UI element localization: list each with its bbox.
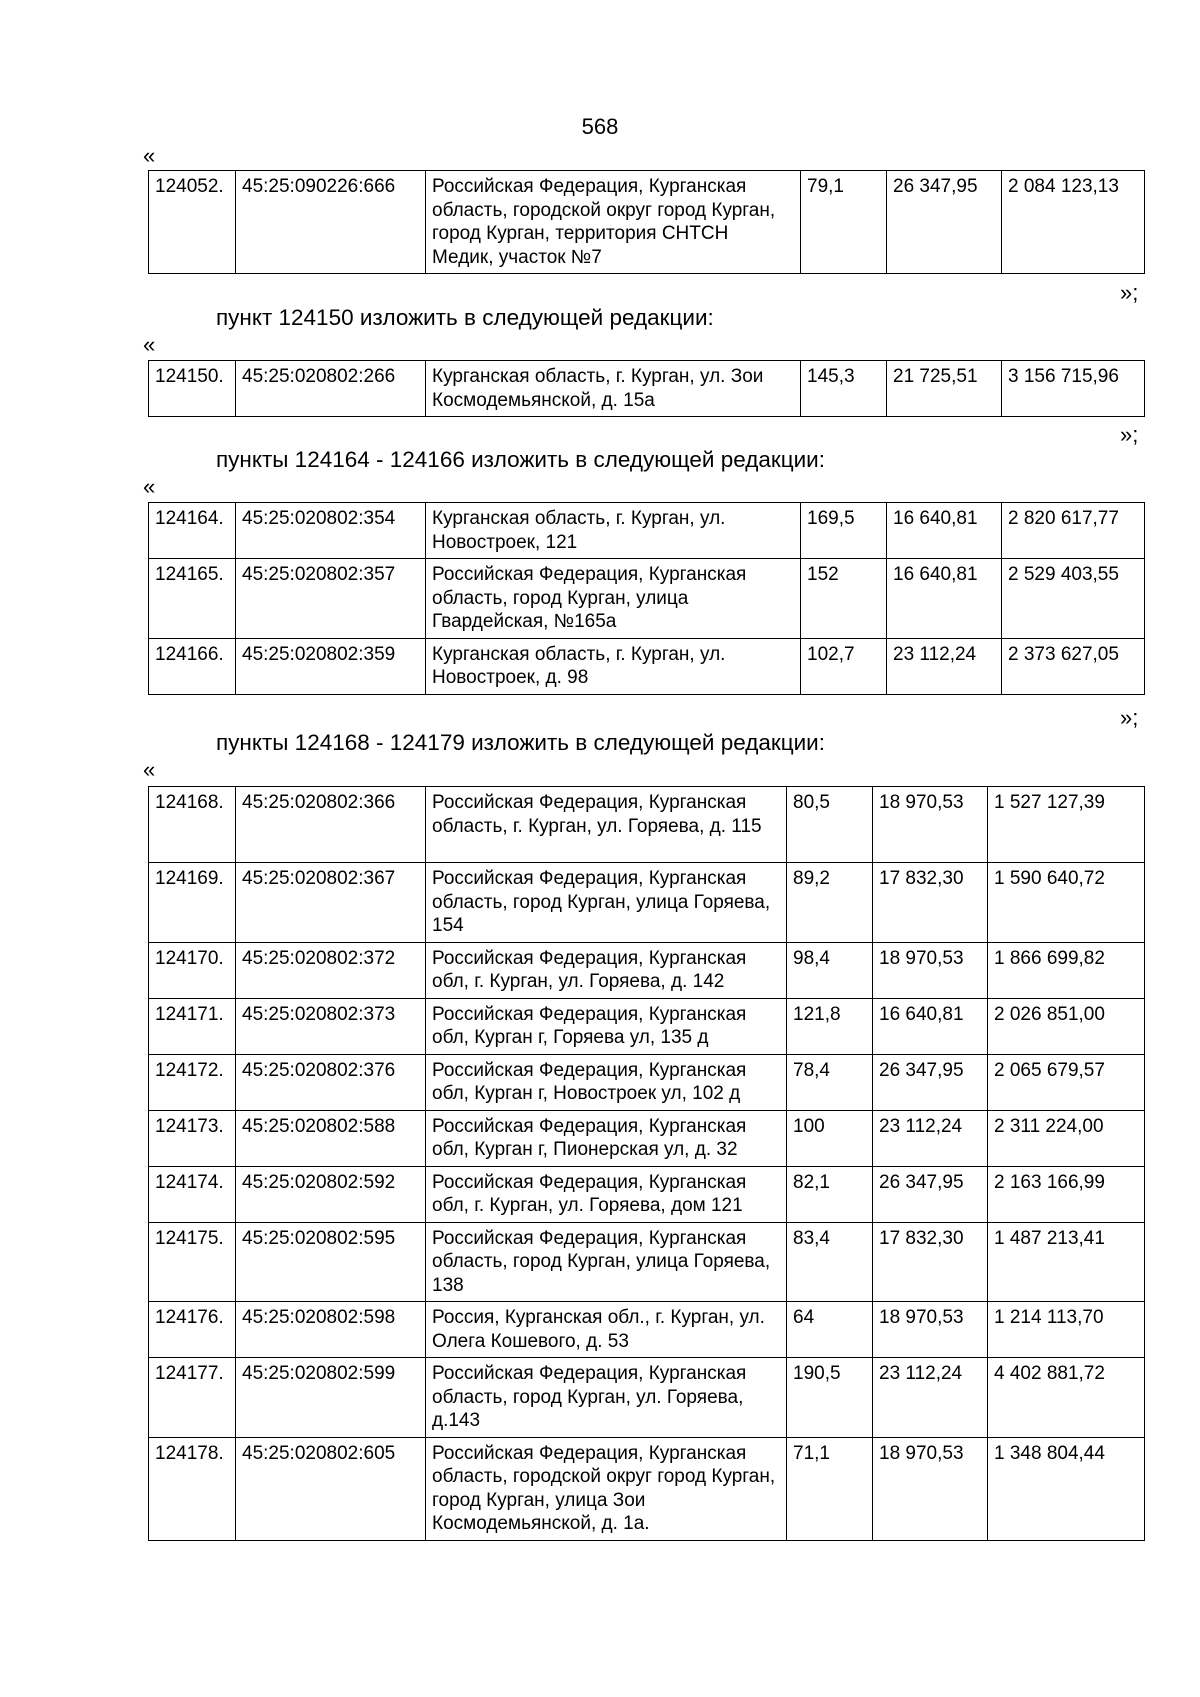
page-number: 568 (581, 114, 619, 139)
rate-cell: 23 112,24 (887, 638, 1002, 694)
address-cell: Российская Федерация, Курганская область, город Курган, улица Гвардейская, №165а (426, 559, 801, 639)
row-number-cell: 124170. (149, 942, 236, 998)
value-cell: 2 026 851,00 (988, 998, 1145, 1054)
cadastral-number-cell: 45:25:020802:376 (236, 1054, 426, 1110)
value-cell: 2 311 224,00 (988, 1110, 1145, 1166)
area-cell: 80,5 (787, 787, 873, 863)
address-cell: Российская Федерация, Курганская область, городской округ город Курган, город Курган, территория СНТСН Медик, участок №7 (426, 171, 801, 274)
row-number-cell: 124174. (149, 1166, 236, 1222)
row-number-cell: 124173. (149, 1110, 236, 1166)
parcel-table-body (149, 361, 1145, 417)
close-quote: »; (1120, 422, 1139, 447)
area-cell: 89,2 (787, 863, 873, 943)
value-cell: 1 527 127,39 (988, 787, 1145, 863)
cadastral-number-cell: 45:25:020802:588 (236, 1110, 426, 1166)
table-row (149, 787, 1145, 863)
cadastral-number-cell: 45:25:020802:367 (236, 863, 426, 943)
cadastral-number-cell: 45:25:020802:605 (236, 1437, 426, 1540)
area-cell: 190,5 (787, 1358, 873, 1438)
address-cell: Российская Федерация, Курганская область, г. Курган, ул. Горяева, д. 115 (426, 787, 787, 863)
area-cell: 121,8 (787, 998, 873, 1054)
table-row (149, 1110, 1145, 1166)
rate-cell: 26 347,95 (873, 1166, 988, 1222)
address-cell: Россия, Курганская обл., г. Курган, ул. Олега Кошевого, д. 53 (426, 1302, 787, 1358)
open-quote: « (143, 474, 156, 499)
area-cell: 169,5 (801, 503, 887, 559)
value-cell: 1 866 699,82 (988, 942, 1145, 998)
value-cell: 1 214 113,70 (988, 1302, 1145, 1358)
cadastral-number-cell: 45:25:020802:372 (236, 942, 426, 998)
area-cell: 71,1 (787, 1437, 873, 1540)
rate-cell: 18 970,53 (873, 1302, 988, 1358)
rate-cell: 17 832,30 (873, 863, 988, 943)
row-number-cell: 124168. (149, 787, 236, 863)
row-number-cell: 124176. (149, 1302, 236, 1358)
rate-cell: 18 970,53 (873, 1437, 988, 1540)
section-heading: пункты 124168 - 124179 изложить в следующей редакции: (216, 730, 826, 755)
cadastral-number-cell: 45:25:020802:366 (236, 787, 426, 863)
rate-cell: 23 112,24 (873, 1358, 988, 1438)
table-row (149, 559, 1145, 639)
address-cell: Российская Федерация, Курганская область, городской округ город Курган, город Курган, улица Зои Космодемьянской, д. 1а. (426, 1437, 787, 1540)
address-cell: Российская Федерация, Курганская обл, Курган г, Горяева ул, 135 д (426, 998, 787, 1054)
value-cell: 2 084 123,13 (1002, 171, 1145, 274)
address-cell: Российская Федерация, Курганская обл, г. Курган, ул. Горяева, д. 142 (426, 942, 787, 998)
value-cell: 2 163 166,99 (988, 1166, 1145, 1222)
value-cell: 3 156 715,96 (1002, 361, 1145, 417)
table-row (149, 1222, 1145, 1302)
open-quote: « (143, 143, 156, 168)
parcel-table-body (149, 503, 1145, 695)
value-cell: 2 820 617,77 (1002, 503, 1145, 559)
table-row (149, 1302, 1145, 1358)
address-cell: Курганская область, г. Курган, ул. Новостроек, д. 98 (426, 638, 801, 694)
table-row (149, 1166, 1145, 1222)
area-cell: 152 (801, 559, 887, 639)
area-cell: 98,4 (787, 942, 873, 998)
address-cell: Российская Федерация, Курганская обл, г. Курган, ул. Горяева, дом 121 (426, 1166, 787, 1222)
table-row (149, 863, 1145, 943)
row-number-cell: 124164. (149, 503, 236, 559)
close-quote: »; (1120, 280, 1139, 305)
area-cell: 102,7 (801, 638, 887, 694)
parcel-table (148, 786, 1145, 1541)
row-number-cell: 124175. (149, 1222, 236, 1302)
cadastral-number-cell: 45:25:020802:357 (236, 559, 426, 639)
area-cell: 64 (787, 1302, 873, 1358)
row-number-cell: 124165. (149, 559, 236, 639)
row-number-cell: 124178. (149, 1437, 236, 1540)
address-cell: Курганская область, г. Курган, ул. Зои Космодемьянской, д. 15а (426, 361, 801, 417)
table-row (149, 638, 1145, 694)
rate-cell: 23 112,24 (873, 1110, 988, 1166)
rate-cell: 18 970,53 (873, 942, 988, 998)
area-cell: 145,3 (801, 361, 887, 417)
value-cell: 1 590 640,72 (988, 863, 1145, 943)
address-cell: Российская Федерация, Курганская область, город Курган, улица Горяева, 154 (426, 863, 787, 943)
table-row (149, 942, 1145, 998)
cadastral-number-cell: 45:25:020802:595 (236, 1222, 426, 1302)
rate-cell: 16 640,81 (887, 503, 1002, 559)
value-cell: 1 487 213,41 (988, 1222, 1145, 1302)
rate-cell: 21 725,51 (887, 361, 1002, 417)
area-cell: 100 (787, 1110, 873, 1166)
area-cell: 83,4 (787, 1222, 873, 1302)
table-row (149, 361, 1145, 417)
close-quote: »; (1120, 705, 1139, 730)
value-cell: 1 348 804,44 (988, 1437, 1145, 1540)
cadastral-number-cell: 45:25:020802:266 (236, 361, 426, 417)
address-cell: Курганская область, г. Курган, ул. Новостроек, 121 (426, 503, 801, 559)
parcel-table (148, 502, 1145, 695)
row-number-cell: 124150. (149, 361, 236, 417)
address-cell: Российская Федерация, Курганская обл, Курган г, Пионерская ул, д. 32 (426, 1110, 787, 1166)
address-cell: Российская Федерация, Курганская область, город Курган, ул. Горяева, д.143 (426, 1358, 787, 1438)
table-row (149, 1358, 1145, 1438)
rate-cell: 26 347,95 (887, 171, 1002, 274)
table-row (149, 1054, 1145, 1110)
section-heading: пункты 124164 - 124166 изложить в следующей редакции: (216, 447, 826, 472)
table-row (149, 503, 1145, 559)
address-cell: Российская Федерация, Курганская обл, Курган г, Новостроек ул, 102 д (426, 1054, 787, 1110)
area-cell: 78,4 (787, 1054, 873, 1110)
parcel-table (148, 170, 1145, 274)
row-number-cell: 124177. (149, 1358, 236, 1438)
area-cell: 82,1 (787, 1166, 873, 1222)
value-cell: 2 065 679,57 (988, 1054, 1145, 1110)
parcel-table-body (149, 787, 1145, 1541)
address-cell: Российская Федерация, Курганская область, город Курган, улица Горяева, 138 (426, 1222, 787, 1302)
row-number-cell: 124171. (149, 998, 236, 1054)
row-number-cell: 124052. (149, 171, 236, 274)
value-cell: 2 529 403,55 (1002, 559, 1145, 639)
cadastral-number-cell: 45:25:020802:592 (236, 1166, 426, 1222)
cadastral-number-cell: 45:25:020802:373 (236, 998, 426, 1054)
cadastral-number-cell: 45:25:090226:666 (236, 171, 426, 274)
open-quote: « (143, 332, 156, 357)
row-number-cell: 124166. (149, 638, 236, 694)
cadastral-number-cell: 45:25:020802:599 (236, 1358, 426, 1438)
row-number-cell: 124169. (149, 863, 236, 943)
row-number-cell: 124172. (149, 1054, 236, 1110)
rate-cell: 26 347,95 (873, 1054, 988, 1110)
area-cell: 79,1 (801, 171, 887, 274)
table-row (149, 171, 1145, 274)
rate-cell: 16 640,81 (887, 559, 1002, 639)
rate-cell: 18 970,53 (873, 787, 988, 863)
section-heading: пункт 124150 изложить в следующей редакции: (216, 305, 714, 330)
cadastral-number-cell: 45:25:020802:359 (236, 638, 426, 694)
value-cell: 2 373 627,05 (1002, 638, 1145, 694)
table-row (149, 1437, 1145, 1540)
parcel-table-body (149, 171, 1145, 274)
cadastral-number-cell: 45:25:020802:354 (236, 503, 426, 559)
rate-cell: 16 640,81 (873, 998, 988, 1054)
rate-cell: 17 832,30 (873, 1222, 988, 1302)
value-cell: 4 402 881,72 (988, 1358, 1145, 1438)
parcel-table (148, 360, 1145, 417)
table-row (149, 998, 1145, 1054)
open-quote: « (143, 757, 156, 782)
cadastral-number-cell: 45:25:020802:598 (236, 1302, 426, 1358)
